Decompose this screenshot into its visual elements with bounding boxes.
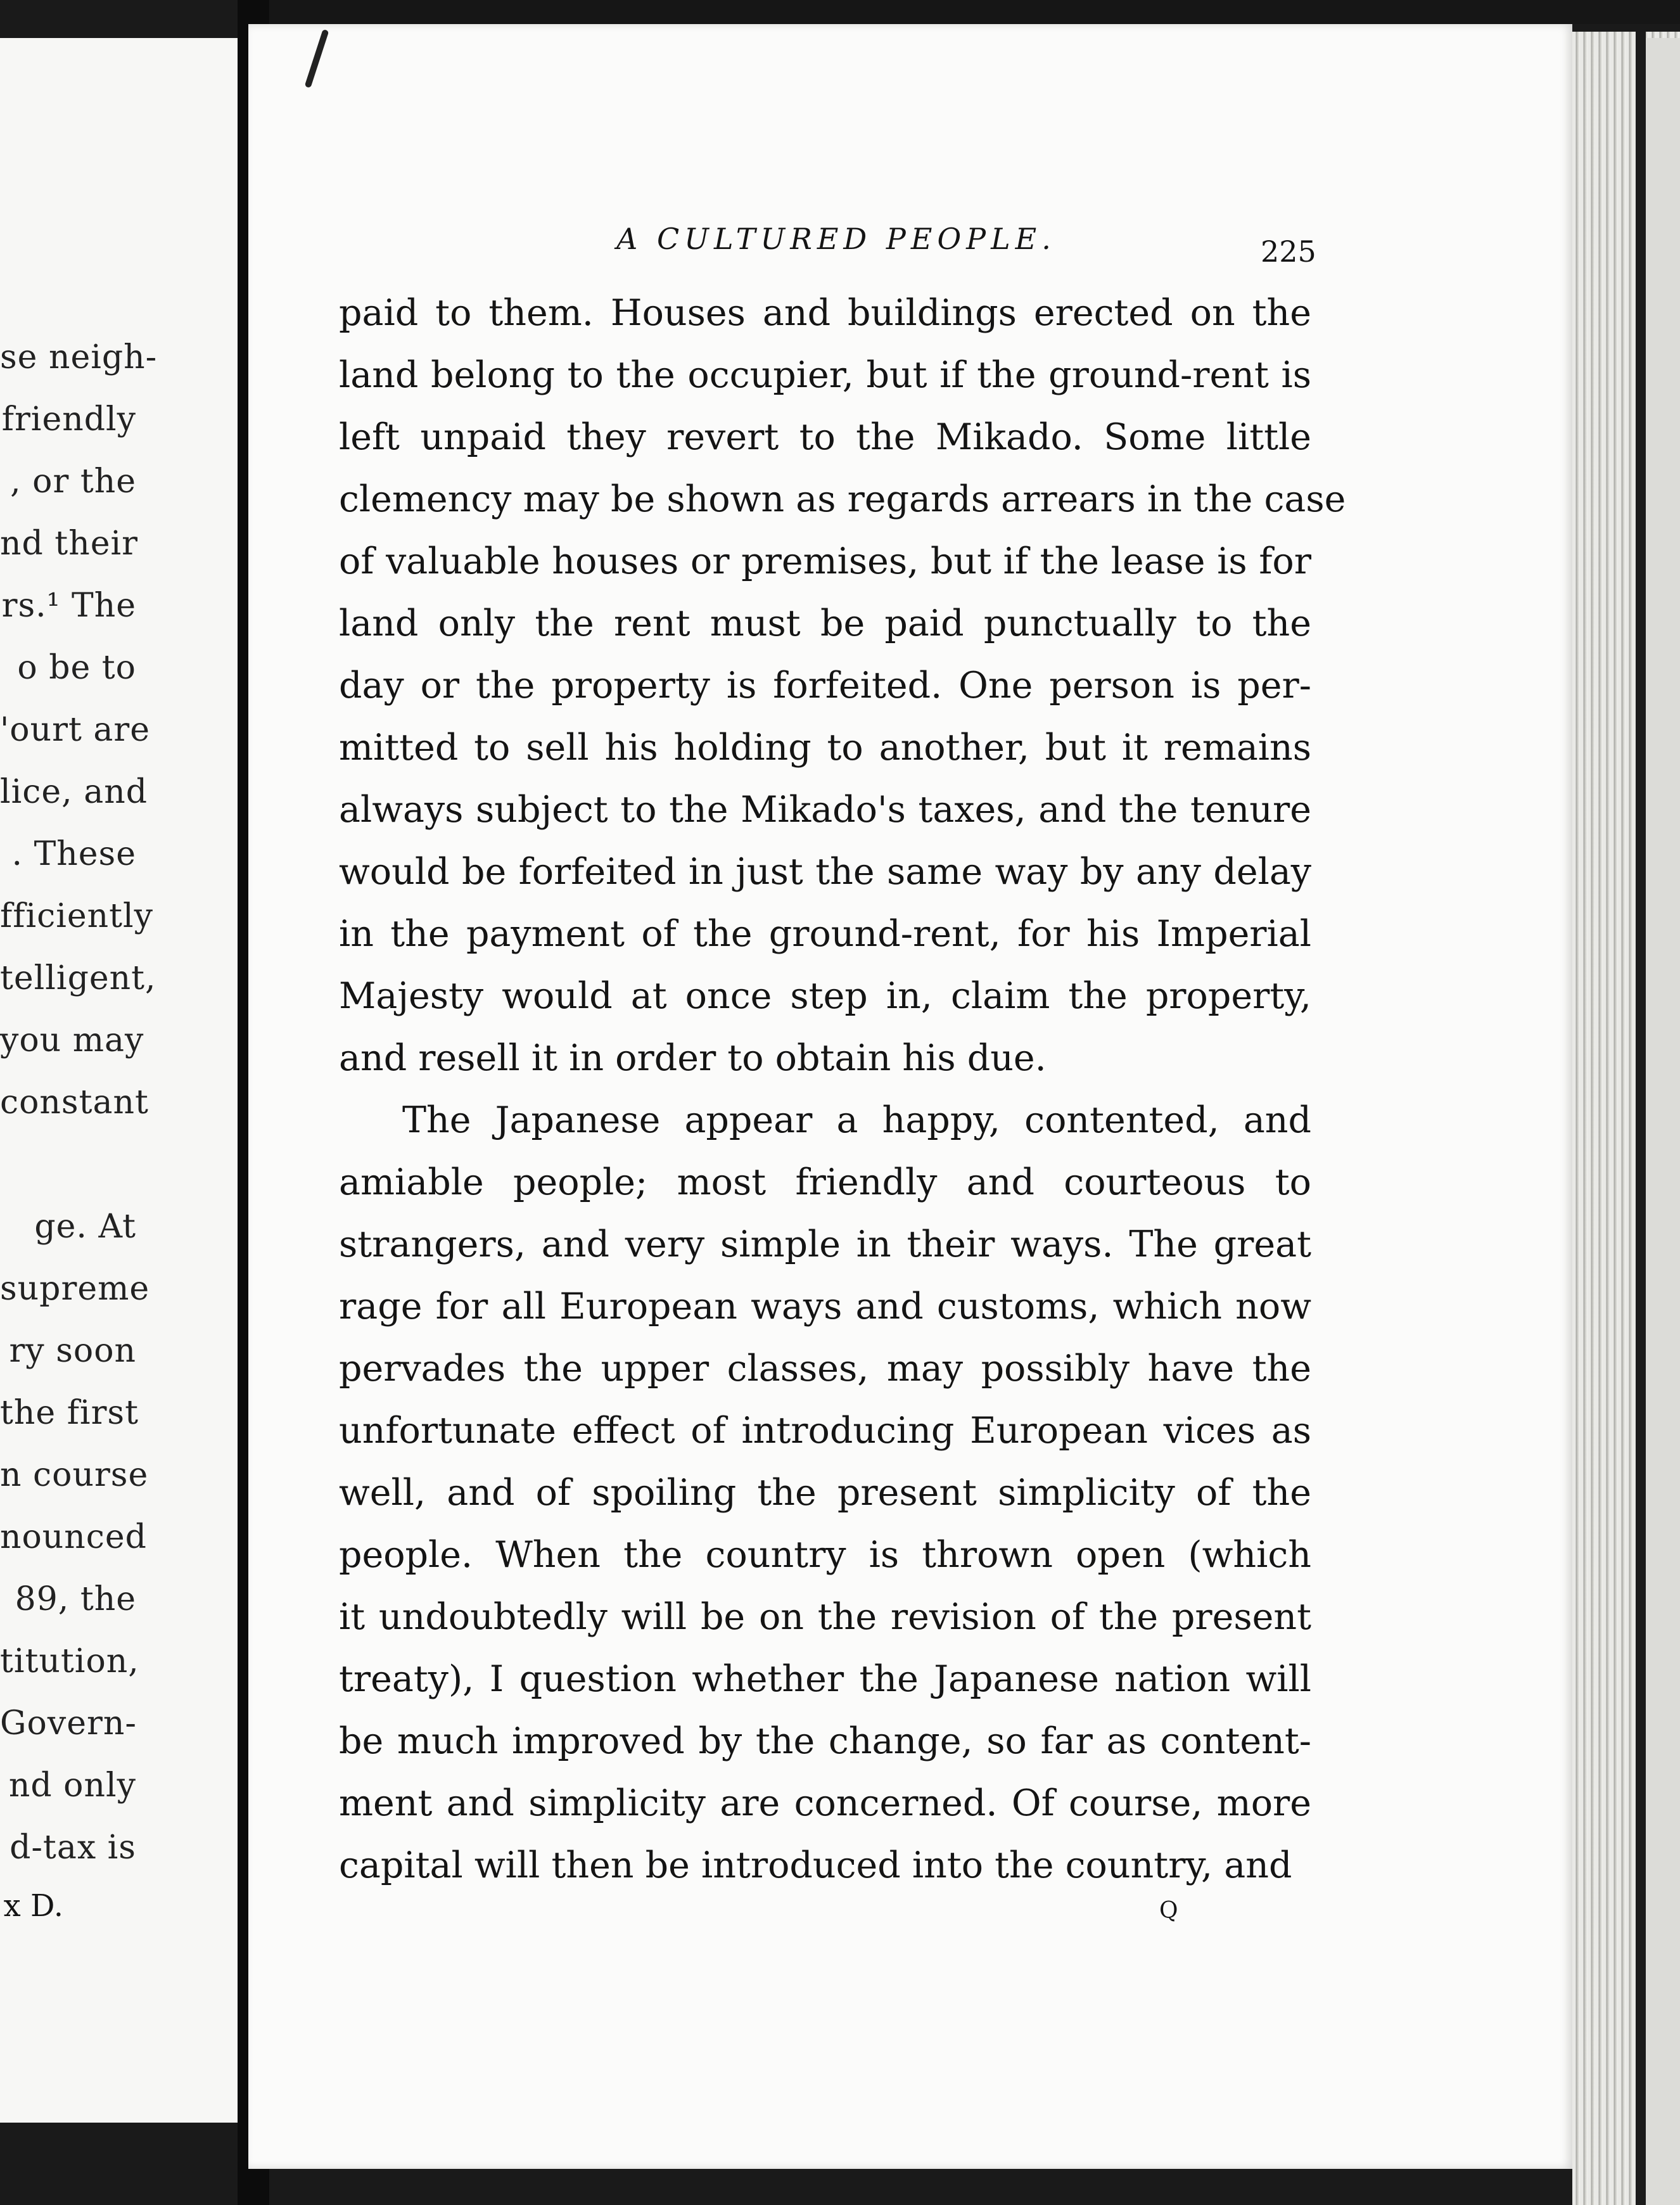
text-line: treaty), I question whether the Japanese nation will [339,1658,1311,1700]
left-text-line: friendly [1,400,136,438]
text-line: amiable people; most friendly and courteous to [339,1161,1311,1203]
text-line: ment and simplicity are concerned. Of course, more [339,1782,1311,1824]
text-line: left unpaid they revert to the Mikado. Some little [339,416,1311,458]
outer-page-edge [1646,38,1680,2205]
text-line: of valuable houses or premises, but if the lease is for [339,540,1311,582]
left-text-line: titution, [0,1642,139,1680]
left-text-line: constant [0,1083,149,1122]
text-line: well, and of spoiling the present simplicity of the [339,1472,1311,1514]
text-line: capital will then be introduced into the country, and [339,1844,1292,1886]
signature-mark: Q [1159,1898,1178,1924]
running-head: A CULTURED PEOPLE. [616,222,1056,256]
left-text-line: d-tax is [10,1829,136,1867]
text-line: be much improved by the change, so far as content- [339,1720,1311,1762]
text-line: The Japanese appear a happy, contented, and [402,1099,1311,1141]
left-facing-page [0,38,238,2123]
text-line: pervades the upper classes, may possibly have the [339,1348,1311,1390]
left-text-line: lice, and [0,773,148,811]
left-text-line: , or the [10,463,136,501]
left-text-line: you may [0,1021,144,1059]
left-text-line: nd their [0,525,138,563]
text-line: clemency may be shown as regards arrears in the case [339,478,1346,520]
body-text [339,282,1346,1896]
text-line: it undoubtedly will be on the revision of the present [339,1596,1311,1638]
left-text-line: o be to [17,649,136,687]
left-text-line: n course [0,1456,149,1494]
left-text-line: 89, the [15,1580,136,1618]
left-text-line: . These [11,835,136,873]
text-line: day or the property is forfeited. One person is per- [339,665,1311,706]
text-line: land only the rent must be paid punctually to the [339,603,1311,644]
left-text-line: se neigh- [0,338,158,376]
text-line: strangers, and very simple in their ways. The great [339,1224,1311,1265]
text-line: mitted to sell his holding to another, but it remains [339,727,1311,769]
left-text-line: nounced [0,1518,147,1556]
left-text-line: 'ourt are [0,711,151,749]
left-text-line: telligent, [0,959,156,997]
text-line: Majesty would at once step in, claim the property, [339,975,1311,1017]
text-line: in the payment of the ground-rent, for his Imperial [339,913,1311,955]
text-line: rage for all European ways and customs, which now [339,1286,1311,1327]
left-text-line: supreme [0,1270,150,1308]
page-number: 225 [1261,234,1316,269]
book-top-edge [248,0,1680,24]
left-text-line: nd only [8,1767,136,1805]
left-text-line [0,1134,136,1196]
text-line: people. When the country is thrown open (which [339,1534,1311,1576]
left-text-line: ge. At [34,1208,136,1246]
left-text-line: ry soon [9,1332,136,1370]
text-line: would be forfeited in just the same way by any delay [339,851,1311,893]
text-line: unfortunate effect of introducing European vices as [339,1410,1311,1452]
left-text-line: Govern- [0,1704,137,1742]
left-text-line: fficiently [0,897,154,935]
book-cover-edge [1636,32,1646,2205]
text-line: always subject to the Mikado's taxes, and the tenure [339,789,1311,831]
left-text-line: rs.¹ The [1,587,136,625]
left-text-line: the first [0,1394,139,1432]
text-line: paid to them. Houses and buildings erected on the [339,292,1311,334]
text-line: and resell it in order to obtain his due. [339,1037,1047,1079]
left-page-text [0,326,158,1879]
text-line: land belong to the occupier, but if the ground-rent is [339,354,1311,396]
left-page-footnote: x D. [3,1888,63,1924]
